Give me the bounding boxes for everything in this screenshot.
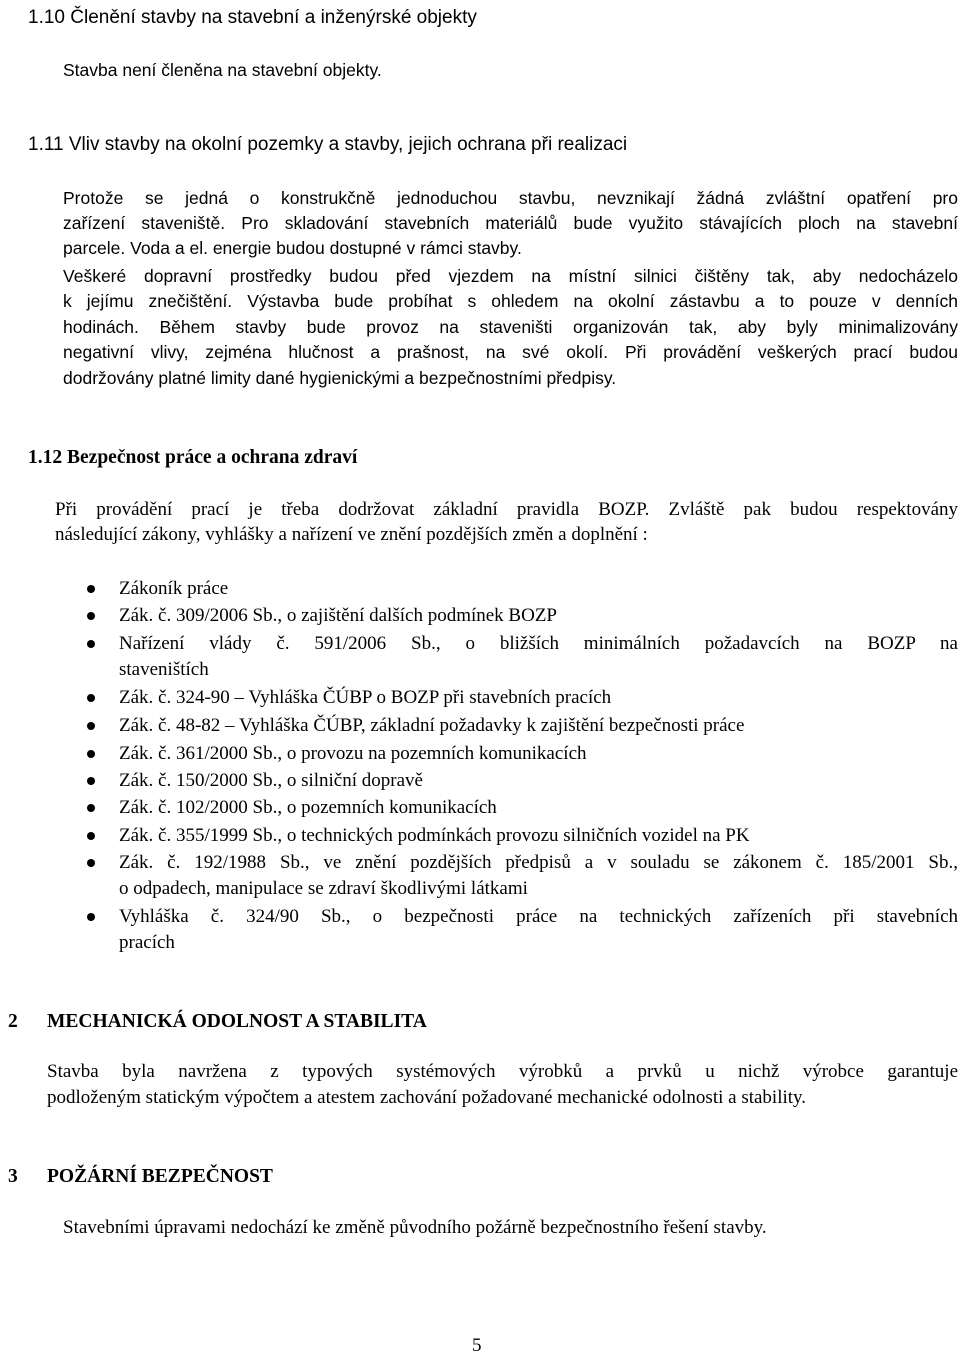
list-item: Zák. č. 361/2000 Sb., o provozu na pozemních komunikacích <box>119 743 587 764</box>
bullet-icon <box>87 859 95 867</box>
section-2-line: Stavba byla navržena z typových systémových výrobků a prvků u nichž výrobce garantuje <box>47 1061 958 1082</box>
list-item: Zákoník práce <box>119 578 229 599</box>
section-1-11-line: hodinách. Během stavby bude provoz na staveništi organizován tak, aby byly minimalizovány <box>63 317 958 337</box>
list-item-continuation: pracích <box>119 932 175 953</box>
section-1-12-heading: 1.12 Bezpečnost práce a ochrana zdraví <box>28 447 358 468</box>
section-1-11-line: negativní vlivy, zejména hlučnost a prašnost, na své okolí. Při provádění veškerých prací budou <box>63 342 958 362</box>
section-3-number: 3 <box>8 1166 18 1187</box>
section-1-12-intro-line: následující zákony, vyhlášky a nařízení ve znění pozdějších změn a doplnění : <box>55 524 648 545</box>
bullet-icon <box>87 640 95 648</box>
list-item: Zák. č. 102/2000 Sb., o pozemních komunikacích <box>119 797 497 818</box>
bullet-icon <box>87 777 95 785</box>
bullet-icon <box>87 694 95 702</box>
section-1-11-line: dodržovány platné limity dané hygienickými a bezpečnostními předpisy. <box>63 368 617 388</box>
bullet-icon <box>87 832 95 840</box>
list-item: Zák. č. 48-82 – Vyhláška ČÚBP, základní požadavky k zajištění bezpečnosti práce <box>119 715 745 736</box>
list-item: Zák. č. 309/2006 Sb., o zajištění dalších podmínek BOZP <box>119 605 558 626</box>
list-item: Zák. č. 150/2000 Sb., o silniční dopravě <box>119 770 423 791</box>
list-item: Nařízení vlády č. 591/2006 Sb., o bližších minimálních požadavcích na BOZP na <box>119 633 958 654</box>
bullet-icon <box>87 804 95 812</box>
section-1-10-heading: 1.10 Členění stavby na stavební a inženýrské objekty <box>28 7 477 28</box>
list-item-continuation: staveništích <box>119 659 209 680</box>
page-number: 5 <box>472 1335 482 1356</box>
section-2-line: podloženým statickým výpočtem a atestem zachování požadované mechanické odolnosti a stability. <box>47 1087 807 1108</box>
list-item: Zák. č. 355/1999 Sb., o technických podmínkách provozu silničních vozidel na PK <box>119 825 750 846</box>
bullet-icon <box>87 750 95 758</box>
section-1-11-heading: 1.11 Vliv stavby na okolní pozemky a stavby, jejich ochrana při realizaci <box>28 134 628 155</box>
section-1-11-line: Protože se jedná o konstrukčně jednoduchou stavbu, nevznikají žádná zvláštní opatření pro <box>63 188 958 208</box>
bullet-icon <box>87 612 95 620</box>
section-1-10-body: Stavba není členěna na stavební objekty. <box>63 60 382 80</box>
bullet-icon <box>87 585 95 593</box>
section-1-11-line: Veškeré dopravní prostředky budou před vjezdem na místní silnici čištěny tak, aby nedocházelo <box>63 266 958 286</box>
bullet-icon <box>87 722 95 730</box>
section-2-heading: MECHANICKÁ ODOLNOST A STABILITA <box>47 1011 427 1032</box>
section-1-11-line: zařízení staveniště. Pro skladování stavebních materiálů bude využito stávajících ploch na stavební <box>63 213 958 233</box>
section-1-12-intro-line: Při provádění prací je třeba dodržovat základní pravidla BOZP. Zvláště pak budou respektovány <box>55 499 958 520</box>
section-3-heading: POŽÁRNÍ BEZPEČNOST <box>47 1166 273 1187</box>
section-1-11-line: parcele. Voda a el. energie budou dostupné v rámci stavby. <box>63 238 522 258</box>
list-item-continuation: o odpadech, manipulace se zdraví škodlivými látkami <box>119 878 528 899</box>
list-item: Zák. č. 324-90 – Vyhláška ČÚBP o BOZP při stavebních pracích <box>119 687 612 708</box>
list-item: Vyhláška č. 324/90 Sb., o bezpečnosti práce na technických zařízeních při stavebních <box>119 906 958 927</box>
section-3-body: Stavebními úpravami nedochází ke změně původního požárně bezpečnostního řešení stavby. <box>63 1217 767 1238</box>
bullet-icon <box>87 913 95 921</box>
list-item: Zák. č. 192/1988 Sb., ve znění pozdějších předpisů a v souladu se zákonem č. 185/2001 Sb., <box>119 852 958 873</box>
section-2-number: 2 <box>8 1011 18 1032</box>
section-1-11-line: k jejímu znečištění. Výstavba bude probíhat s ohledem na okolní zástavbu a to pouze v denních <box>63 291 958 311</box>
